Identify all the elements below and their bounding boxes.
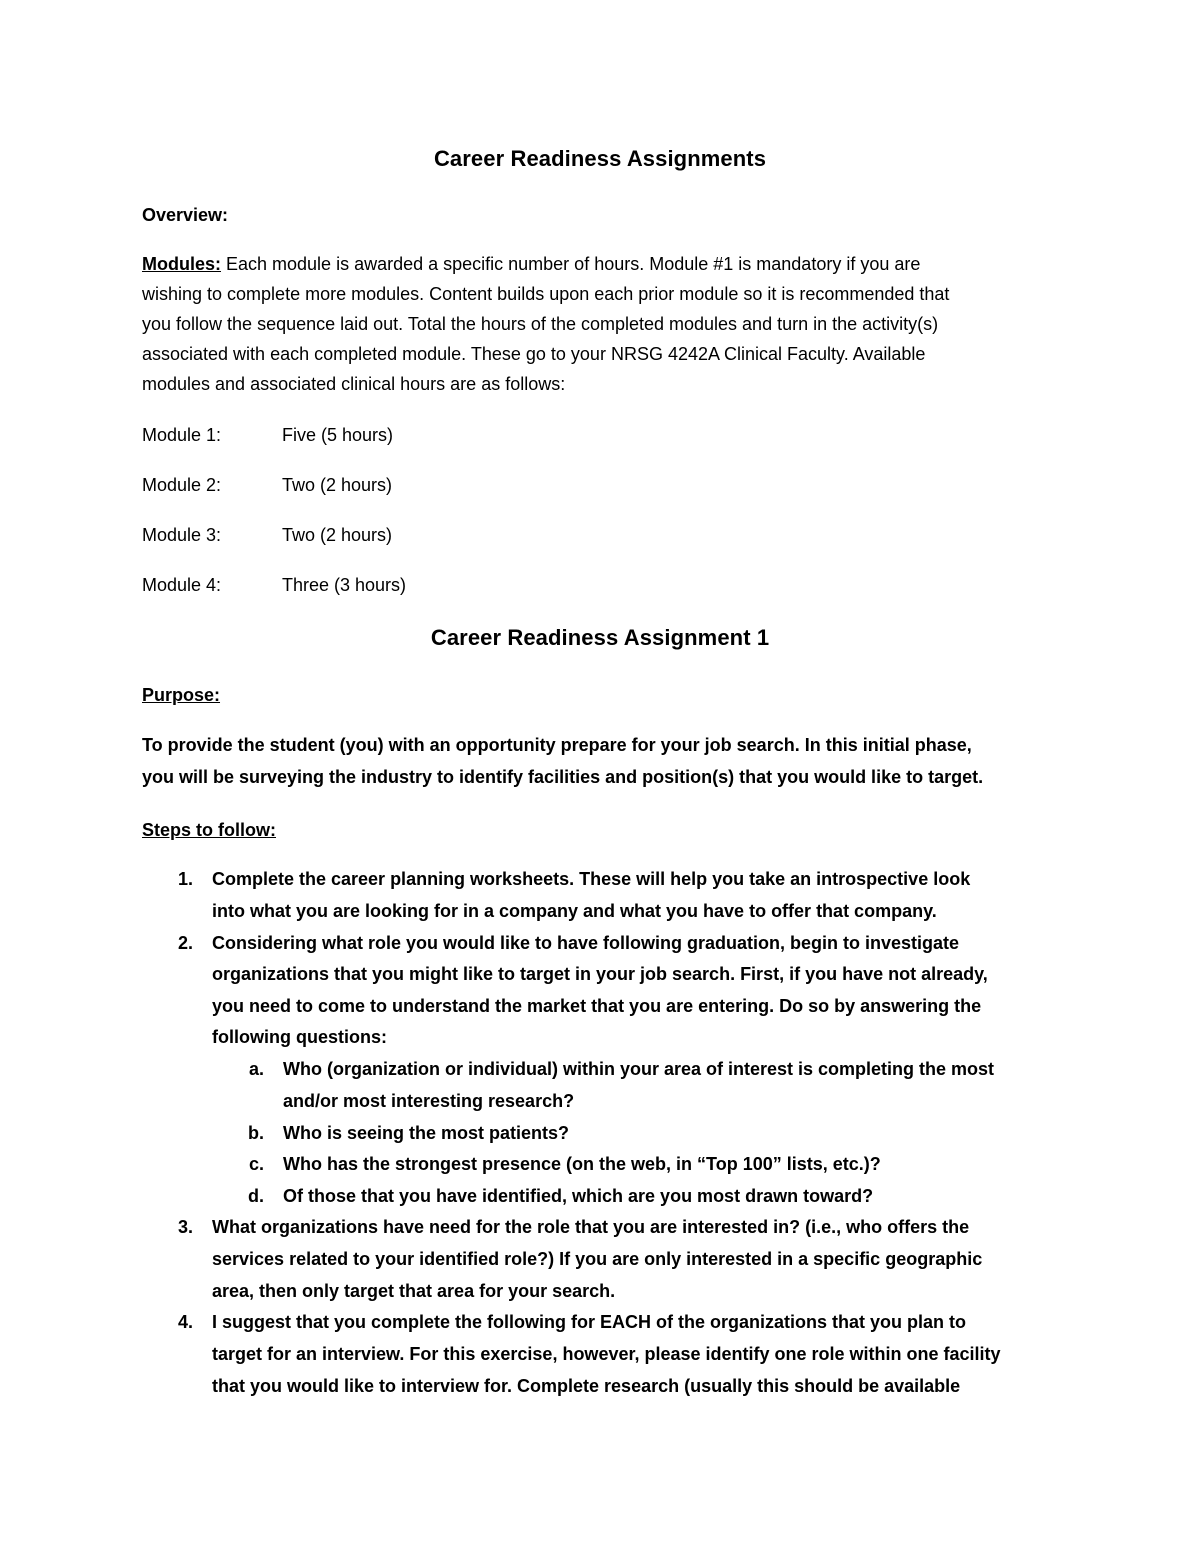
step-2-line: organizations that you might like to target in your job search. First, if you have not already, (212, 964, 988, 984)
module-row (142, 423, 393, 447)
sub-item-line: and/or most interesting research? (283, 1091, 575, 1111)
overview-label: Overview: (142, 205, 229, 225)
step-number: 3. (177, 1217, 193, 1237)
module-hours: Three (3 hours) (282, 575, 407, 595)
module-name: Module 4: (142, 575, 222, 595)
modules-line-4: associated with each completed module. These go to your NRSG 4242A Clinical Faculty. Available (142, 344, 926, 364)
module-row (142, 523, 392, 547)
modules-text-1: Each module is awarded a specific number of hours. Module #1 is mandatory if you are (221, 254, 921, 274)
module-name: Module 2: (142, 475, 222, 495)
sub-letter: b. (248, 1123, 264, 1143)
step-2-line: you need to come to understand the market that you are entering. Do so by answering the (212, 996, 982, 1016)
modules-label: Modules: (142, 254, 221, 274)
steps-label: Steps to follow: (142, 820, 276, 840)
module-name: Module 3: (142, 525, 222, 545)
step-4-line: that you would like to interview for. Complete research (usually this should be available (212, 1376, 961, 1396)
step-3-line: area, then only target that area for your search. (212, 1281, 616, 1301)
step-number: 2. (177, 933, 193, 953)
purpose-line-1: To provide the student (you) with an opportunity prepare for your job search. In this initial phase, (142, 735, 972, 755)
sub-letter: d. (248, 1186, 264, 1206)
modules-line-2: wishing to complete more modules. Content builds upon each prior module so it is recommended that (142, 284, 950, 304)
module-row (142, 573, 406, 597)
purpose-label: Purpose: (142, 685, 221, 705)
module-row (142, 473, 392, 497)
purpose-line-2: you will be surveying the industry to identify facilities and position(s) that you would like to target. (142, 767, 984, 787)
step-2-line: Considering what role you would like to have following graduation, begin to investigate (212, 933, 960, 953)
sub-letter: a. (248, 1059, 264, 1079)
step-3-line: services related to your identified role?) If you are only interested in a specific geographic (212, 1249, 983, 1269)
sub-item-line: Who (organization or individual) within your area of interest is completing the most (283, 1059, 995, 1079)
assignment-title: Career Readiness Assignment 1 (430, 625, 770, 650)
step-1-line: Complete the career planning worksheets. These will help you take an introspective look (212, 869, 971, 889)
module-hours: Two (2 hours) (282, 525, 393, 545)
modules-line-3: you follow the sequence laid out. Total the hours of the completed modules and turn in the activity(s) (142, 314, 939, 334)
module-name: Module 1: (142, 425, 222, 445)
module-hours: Five (5 hours) (282, 425, 394, 445)
step-4-line: target for an interview. For this exercise, however, please identify one role within one facility (212, 1344, 1001, 1364)
step-3-line: What organizations have need for the role that you are interested in? (i.e., who offers the (212, 1217, 970, 1237)
sub-item-line: Who has the strongest presence (on the web, in “Top 100” lists, etc.)? (283, 1154, 881, 1174)
step-number: 4. (177, 1312, 193, 1332)
sub-item-line: Who is seeing the most patients? (283, 1123, 570, 1143)
document-title: Career Readiness Assignments (433, 146, 767, 171)
step-4-line: I suggest that you complete the following for EACH of the organizations that you plan to (212, 1312, 967, 1332)
modules-line-5: modules and associated clinical hours are as follows: (142, 374, 566, 394)
sub-letter: c. (248, 1154, 264, 1174)
modules-line-1 (142, 249, 1042, 279)
sub-item-line: Of those that you have identified, which are you most drawn toward? (283, 1186, 874, 1206)
step-1-line: into what you are looking for in a company and what you have to offer that company. (212, 901, 937, 921)
step-number: 1. (177, 869, 193, 889)
module-hours: Two (2 hours) (282, 475, 393, 495)
step-2-line: following questions: (212, 1027, 387, 1047)
